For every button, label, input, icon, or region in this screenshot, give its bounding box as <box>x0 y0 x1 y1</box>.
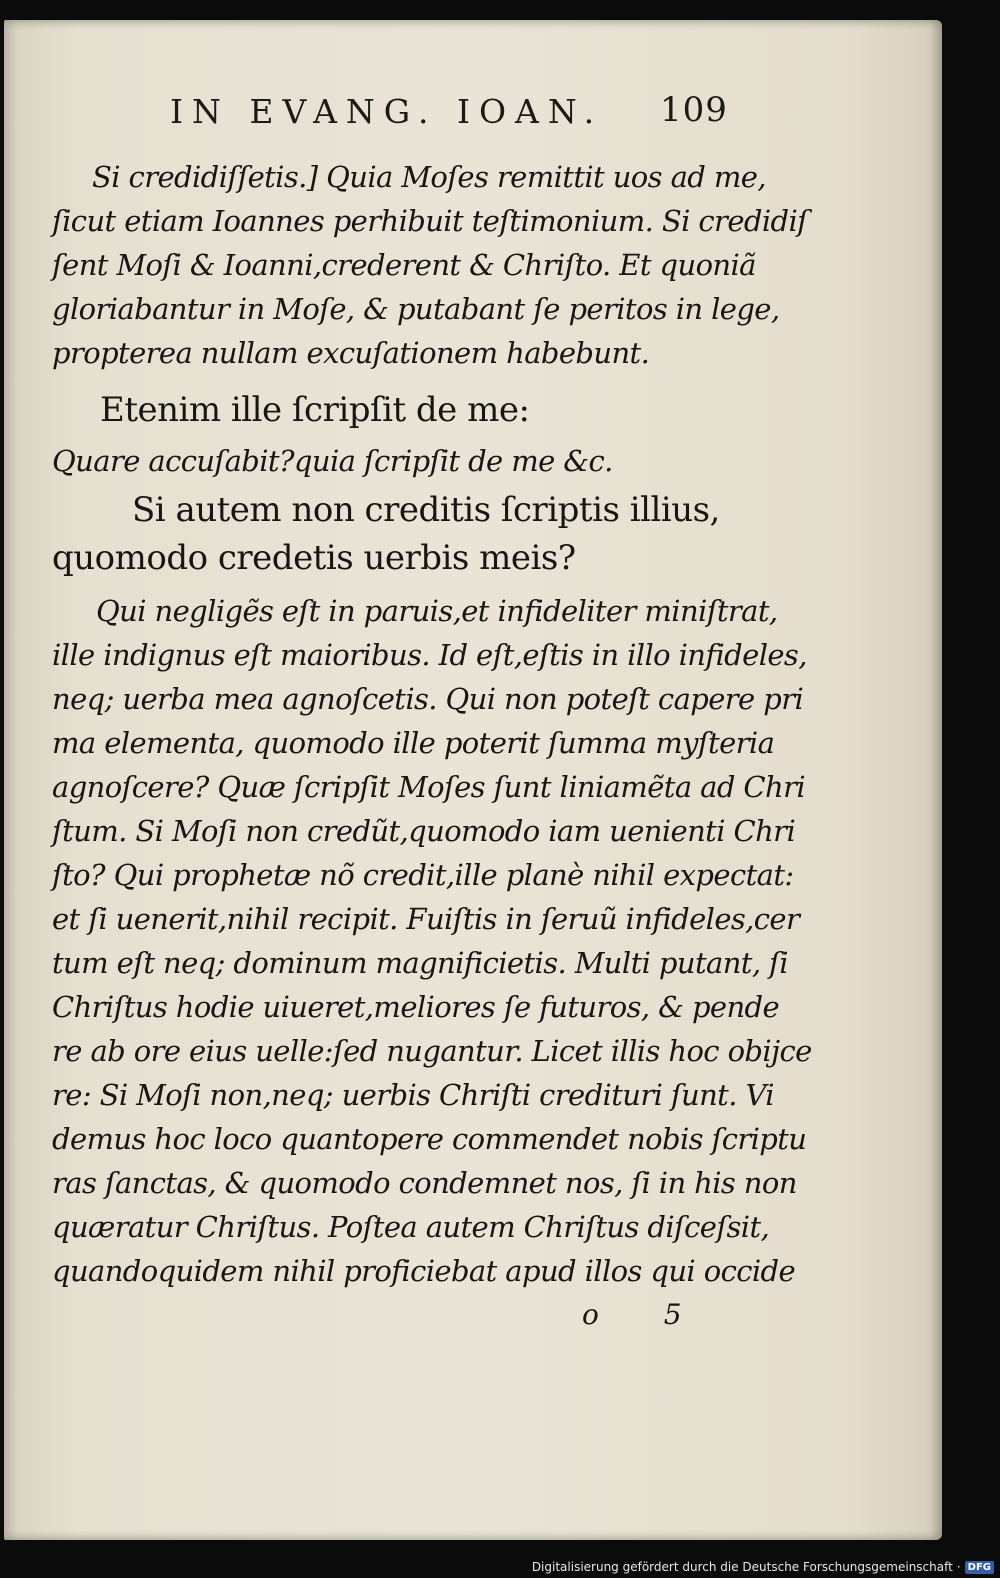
text-line: quæratur Chriſtus. Poſtea autem Chriſtus diſceſsit, <box>52 1210 770 1244</box>
text-line: Chriſtus hodie uiueret,meliores ſe futuros, & pende <box>52 990 780 1024</box>
text-line: tum eſt neq; dominum magnificietis. Multi putant, ſi <box>52 946 788 980</box>
text-line: quandoquidem nihil proficiebat apud illos qui occide <box>52 1254 796 1288</box>
lemma-heading: quomodo credetis uerbis meis? <box>52 538 576 578</box>
lemma-heading: Si autem non creditis ſcriptis illius, <box>132 490 720 530</box>
gloss-line: Quare accuſabit?quia ſcripſit de me &c. <box>52 444 613 478</box>
signature-mark: o 5 <box>582 1298 710 1331</box>
text-line: ſto? Qui prophetæ nõ credit,ille planè nihil expectat: <box>52 858 794 892</box>
text-line: re ab ore eius uelle:ſed nugantur. Licet illis hoc obijce <box>52 1034 812 1068</box>
page-number: 109 <box>660 90 728 130</box>
text-line: agnoſcere? Quæ ſcripſit Moſes ſunt liniamẽta ad Chri <box>52 770 806 804</box>
digitization-credit-bar <box>532 1556 1000 1578</box>
lemma-heading: Etenim ille ſcripſit de me: <box>100 390 530 430</box>
dfg-logo: DFG <box>965 1561 994 1574</box>
text-line: ille indignus eſt maioribus. Id eſt,eſtis in illo infideles, <box>52 638 807 672</box>
running-title: IN EVANG. IOAN. <box>170 92 604 131</box>
text-line: ſicut etiam Ioannes perhibuit teſtimonium. Si credidiſ <box>52 204 808 238</box>
text-line: Si credidiſſetis.] Quia Moſes remittit uos ad me, <box>92 160 766 194</box>
separator: · <box>956 1560 961 1574</box>
credit-text: Digitalisierung gefördert durch die Deutsche Forschungsgemeinschaft <box>531 1560 953 1574</box>
text-line: gloriabantur in Moſe, & putabant ſe peritos in lege, <box>52 292 780 326</box>
text-line: neq; uerba mea agnoſcetis. Qui non poteſt capere pri <box>52 682 804 716</box>
text-line: ſtum. Si Moſi non credũt,quomodo iam uenienti Chri <box>52 814 796 848</box>
text-line: ma elementa, quomodo ille poterit ſumma myſteria <box>52 726 775 760</box>
text-line: propterea nullam excuſationem habebunt. <box>52 336 650 370</box>
text-line: Qui negligẽs eſt in paruis,et infideliter miniſtrat, <box>96 594 778 628</box>
text-line: et ſi uenerit,nihil recipit. Fuiſtis in ſeruũ infideles,cer <box>52 902 800 936</box>
text-line: ras ſanctas, & quomodo condemnet nos, ſi in his non <box>52 1166 797 1200</box>
text-line: ſent Moſi & Ioanni,crederent & Chriſto. Et quoniã <box>52 248 756 282</box>
text-line: demus hoc loco quantopere commendet nobis ſcriptu <box>52 1122 807 1156</box>
text-line: re: Si Moſi non,neq; uerbis Chriſti credituri ſunt. Vi <box>52 1078 774 1112</box>
